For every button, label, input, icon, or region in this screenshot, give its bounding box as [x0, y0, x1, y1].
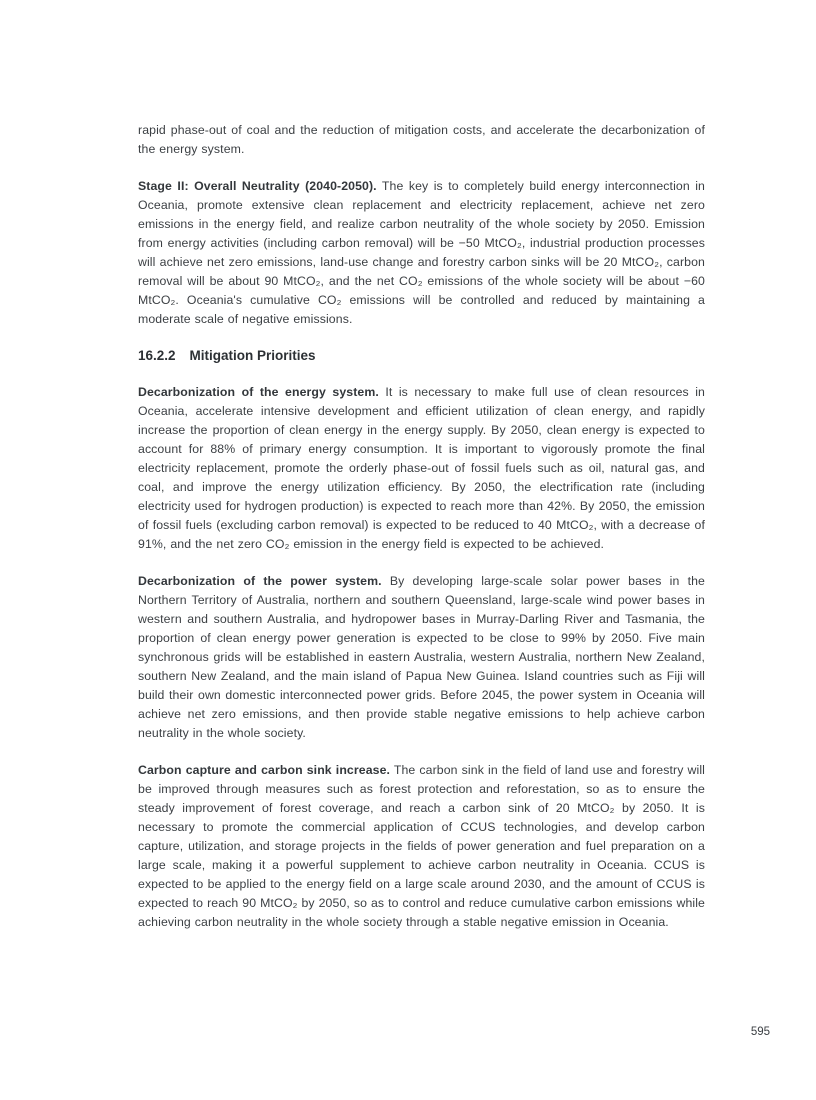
paragraph-energy-system [138, 383, 705, 554]
paragraph-text: It is necessary to make full use of clean resources in Oceania, accelerate intensive development and efficient utilization of clean energy, and rapidly increase the proportion of clean energy in the energy supply. By 2050, clean energy is expected to account for 88% of primary energy consumption. It is important to vigorously promote the final electricity replacement, promote the orderly phase-out of fossil fuels such as oil, natural gas, and coal, and improve the energy utilization efficiency. By 2050, the electrification rate (including electricity used for hydrogen production) is expected to reach more than 42%. By 2050, the emission of fossil fuels (excluding carbon removal) is expected to be reduced to 40 MtCO₂, with a decrease of 91%, and the net zero CO₂ emission in the energy field is expected to be achieved. [138, 385, 705, 551]
paragraph-stage-ii [138, 177, 705, 329]
paragraph-lead: Carbon capture and carbon sink increase. [138, 763, 391, 777]
page-content [138, 121, 705, 932]
paragraph-text: The key is to completely build energy interconnection in Oceania, promote extensive clean replacement and electricity replacement, achieve net zero emissions in the energy field, and realize carbon neutrality of the whole society by 2050. Emission from energy activities (including carbon removal) will be −50 MtCO₂, industrial production processes will achieve net zero emissions, land-use change and forestry carbon sinks will be 20 MtCO₂, carbon removal will be about 90 MtCO₂, and the net CO₂ emissions of the whole society will be about −60 MtCO₂. Oceania's cumulative CO₂ emissions will be controlled and reduced by maintaining a moderate scale of negative emissions. [138, 179, 705, 326]
paragraph-power-system [138, 572, 705, 743]
paragraph-text: The carbon sink in the field of land use and forestry will be improved through measures such as forest protection and reforestation, so as to ensure the steady improvement of forest coverage, and reach a carbon sink of 20 MtCO₂ by 2050. It is necessary to promote the commercial application of CCUS technologies, and develop carbon capture, utilization, and storage projects in the fields of power generation and fuel preparation on a large scale, making it a powerful supplement to achieve carbon neutrality in Oceania. CCUS is expected to be applied to the energy field on a large scale around 2030, and the amount of CCUS is expected to reach 90 MtCO₂ by 2050, so as to control and reduce cumulative carbon emissions while achieving carbon neutrality in the whole society through a stable negative emission in Oceania. [138, 763, 705, 929]
paragraph-lead: Decarbonization of the energy system. [138, 385, 379, 399]
paragraph-text: rapid phase-out of coal and the reduction of mitigation costs, and accelerate the decarbonization of the energy system. [138, 123, 705, 156]
paragraph-text: By developing large-scale solar power bases in the Northern Territory of Australia, northern and southern Queensland, large-scale wind power bases in western and southern Australia, and hydropower bases in Murray-Darling River and Tasmania, the proportion of clean energy power generation is expected to be close to 99% by 2050. Five main synchronous grids will be established in eastern Australia, western Australia, northern New Zealand, southern New Zealand, and the main island of Papua New Guinea. Island countries such as Fiji will build their own domestic interconnected power grids. Before 2045, the power system in Oceania will achieve net zero emissions, and then provide stable negative emissions to help achieve carbon neutrality in the whole society. [138, 574, 705, 740]
paragraph-lead: Stage II: Overall Neutrality (2040-2050). [138, 179, 377, 193]
paragraph-lead: Decarbonization of the power system. [138, 574, 382, 588]
section-heading-number: 16.2.2 [138, 348, 176, 363]
paragraph-carbon-capture [138, 761, 705, 932]
section-heading-title: Mitigation Priorities [189, 348, 316, 363]
section-heading [138, 347, 705, 364]
page-number: 595 [750, 1026, 770, 1038]
paragraph-continuation [138, 121, 705, 159]
